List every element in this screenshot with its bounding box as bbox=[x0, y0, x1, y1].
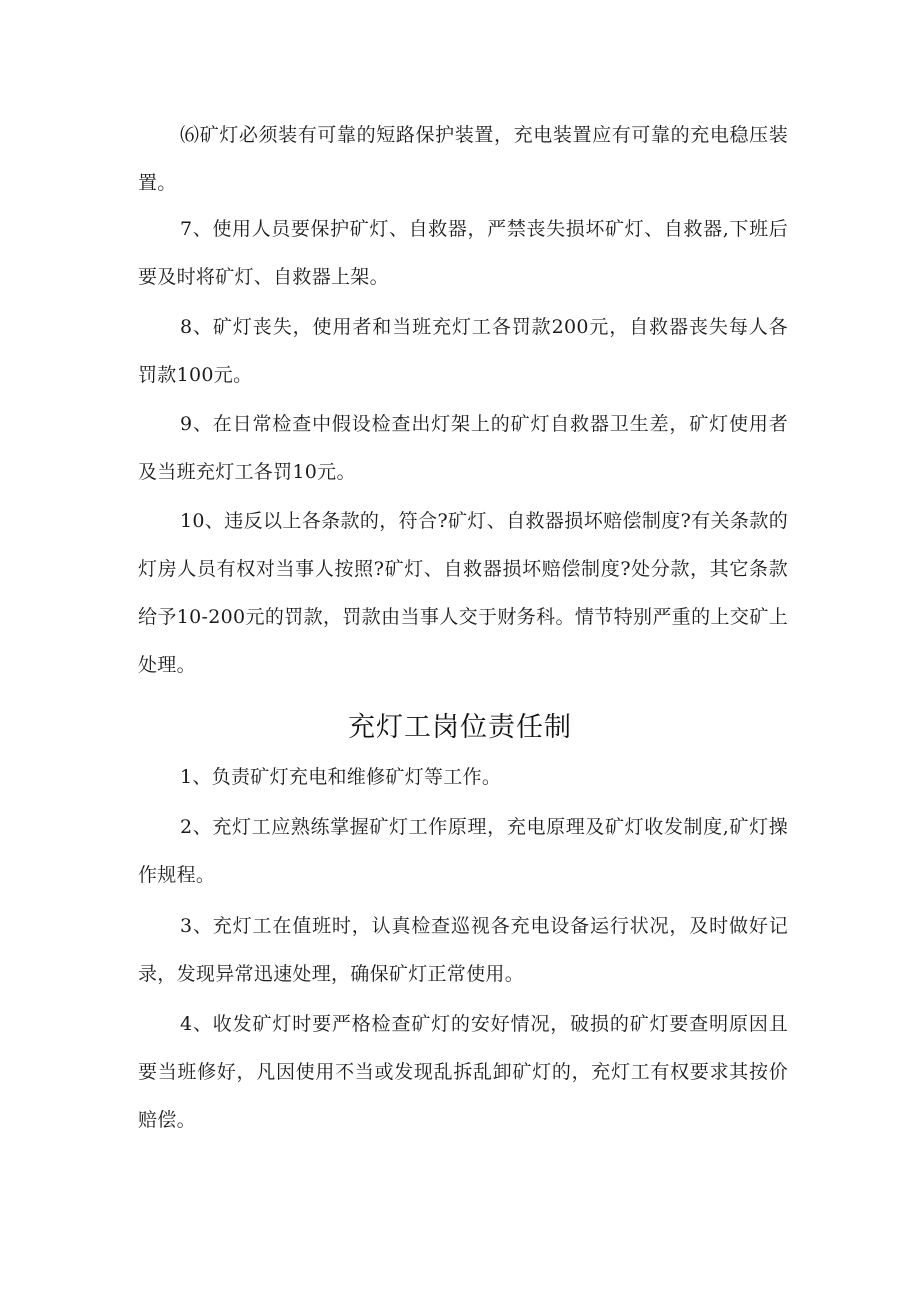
paragraph-item-8: 8、矿灯丧失，使用者和当班充灯工各罚款200元，自救器丧失每人各罚款100元。 bbox=[138, 316, 788, 386]
paragraph-item-10: 10、违反以上各条款的，符合?矿灯、自救器损坏赔偿制度?有关条款的灯房人员有权对当事人按照?矿灯、自救器损坏赔偿制度?处分款，其它条款给予10-200元的罚款，罚款由当事人交于财务科。情节特别严重的上交矿上处理。 bbox=[138, 510, 788, 676]
duty-item-1: 1、负责矿灯充电和维修矿灯等工作。 bbox=[180, 766, 502, 788]
duty-item-2: 2、充灯工应熟练掌握矿灯工作原理，充电原理及矿灯收发制度,矿灯操作规程。 bbox=[138, 816, 788, 886]
paragraph-item-6: ⑹矿灯必须装有可靠的短路保护装置，充电装置应有可靠的充电稳压装置。 bbox=[138, 124, 788, 194]
paragraph-item-7: 7、使用人员要保护矿灯、自救器，严禁丧失损坏矿灯、自救器,下班后要及时将矿灯、自救器上架。 bbox=[138, 218, 788, 288]
paragraph-item-9: 9、在日常检查中假设检查出灯架上的矿灯自救器卫生差，矿灯使用者及当班充灯工各罚10元。 bbox=[138, 413, 788, 483]
duty-item-3: 3、充灯工在值班时，认真检查巡视各充电设备运行状况，及时做好记录，发现异常迅速处理，确保矿灯正常使用。 bbox=[138, 915, 788, 985]
duty-item-4: 4、收发矿灯时要严格检查矿灯的安好情况，破损的矿灯要查明原因且要当班修好，凡因使用不当或发现乱拆乱卸矿灯的，充灯工有权要求其按价赔偿。 bbox=[138, 1013, 788, 1131]
section-heading: 充灯工岗位责任制 bbox=[348, 712, 572, 743]
